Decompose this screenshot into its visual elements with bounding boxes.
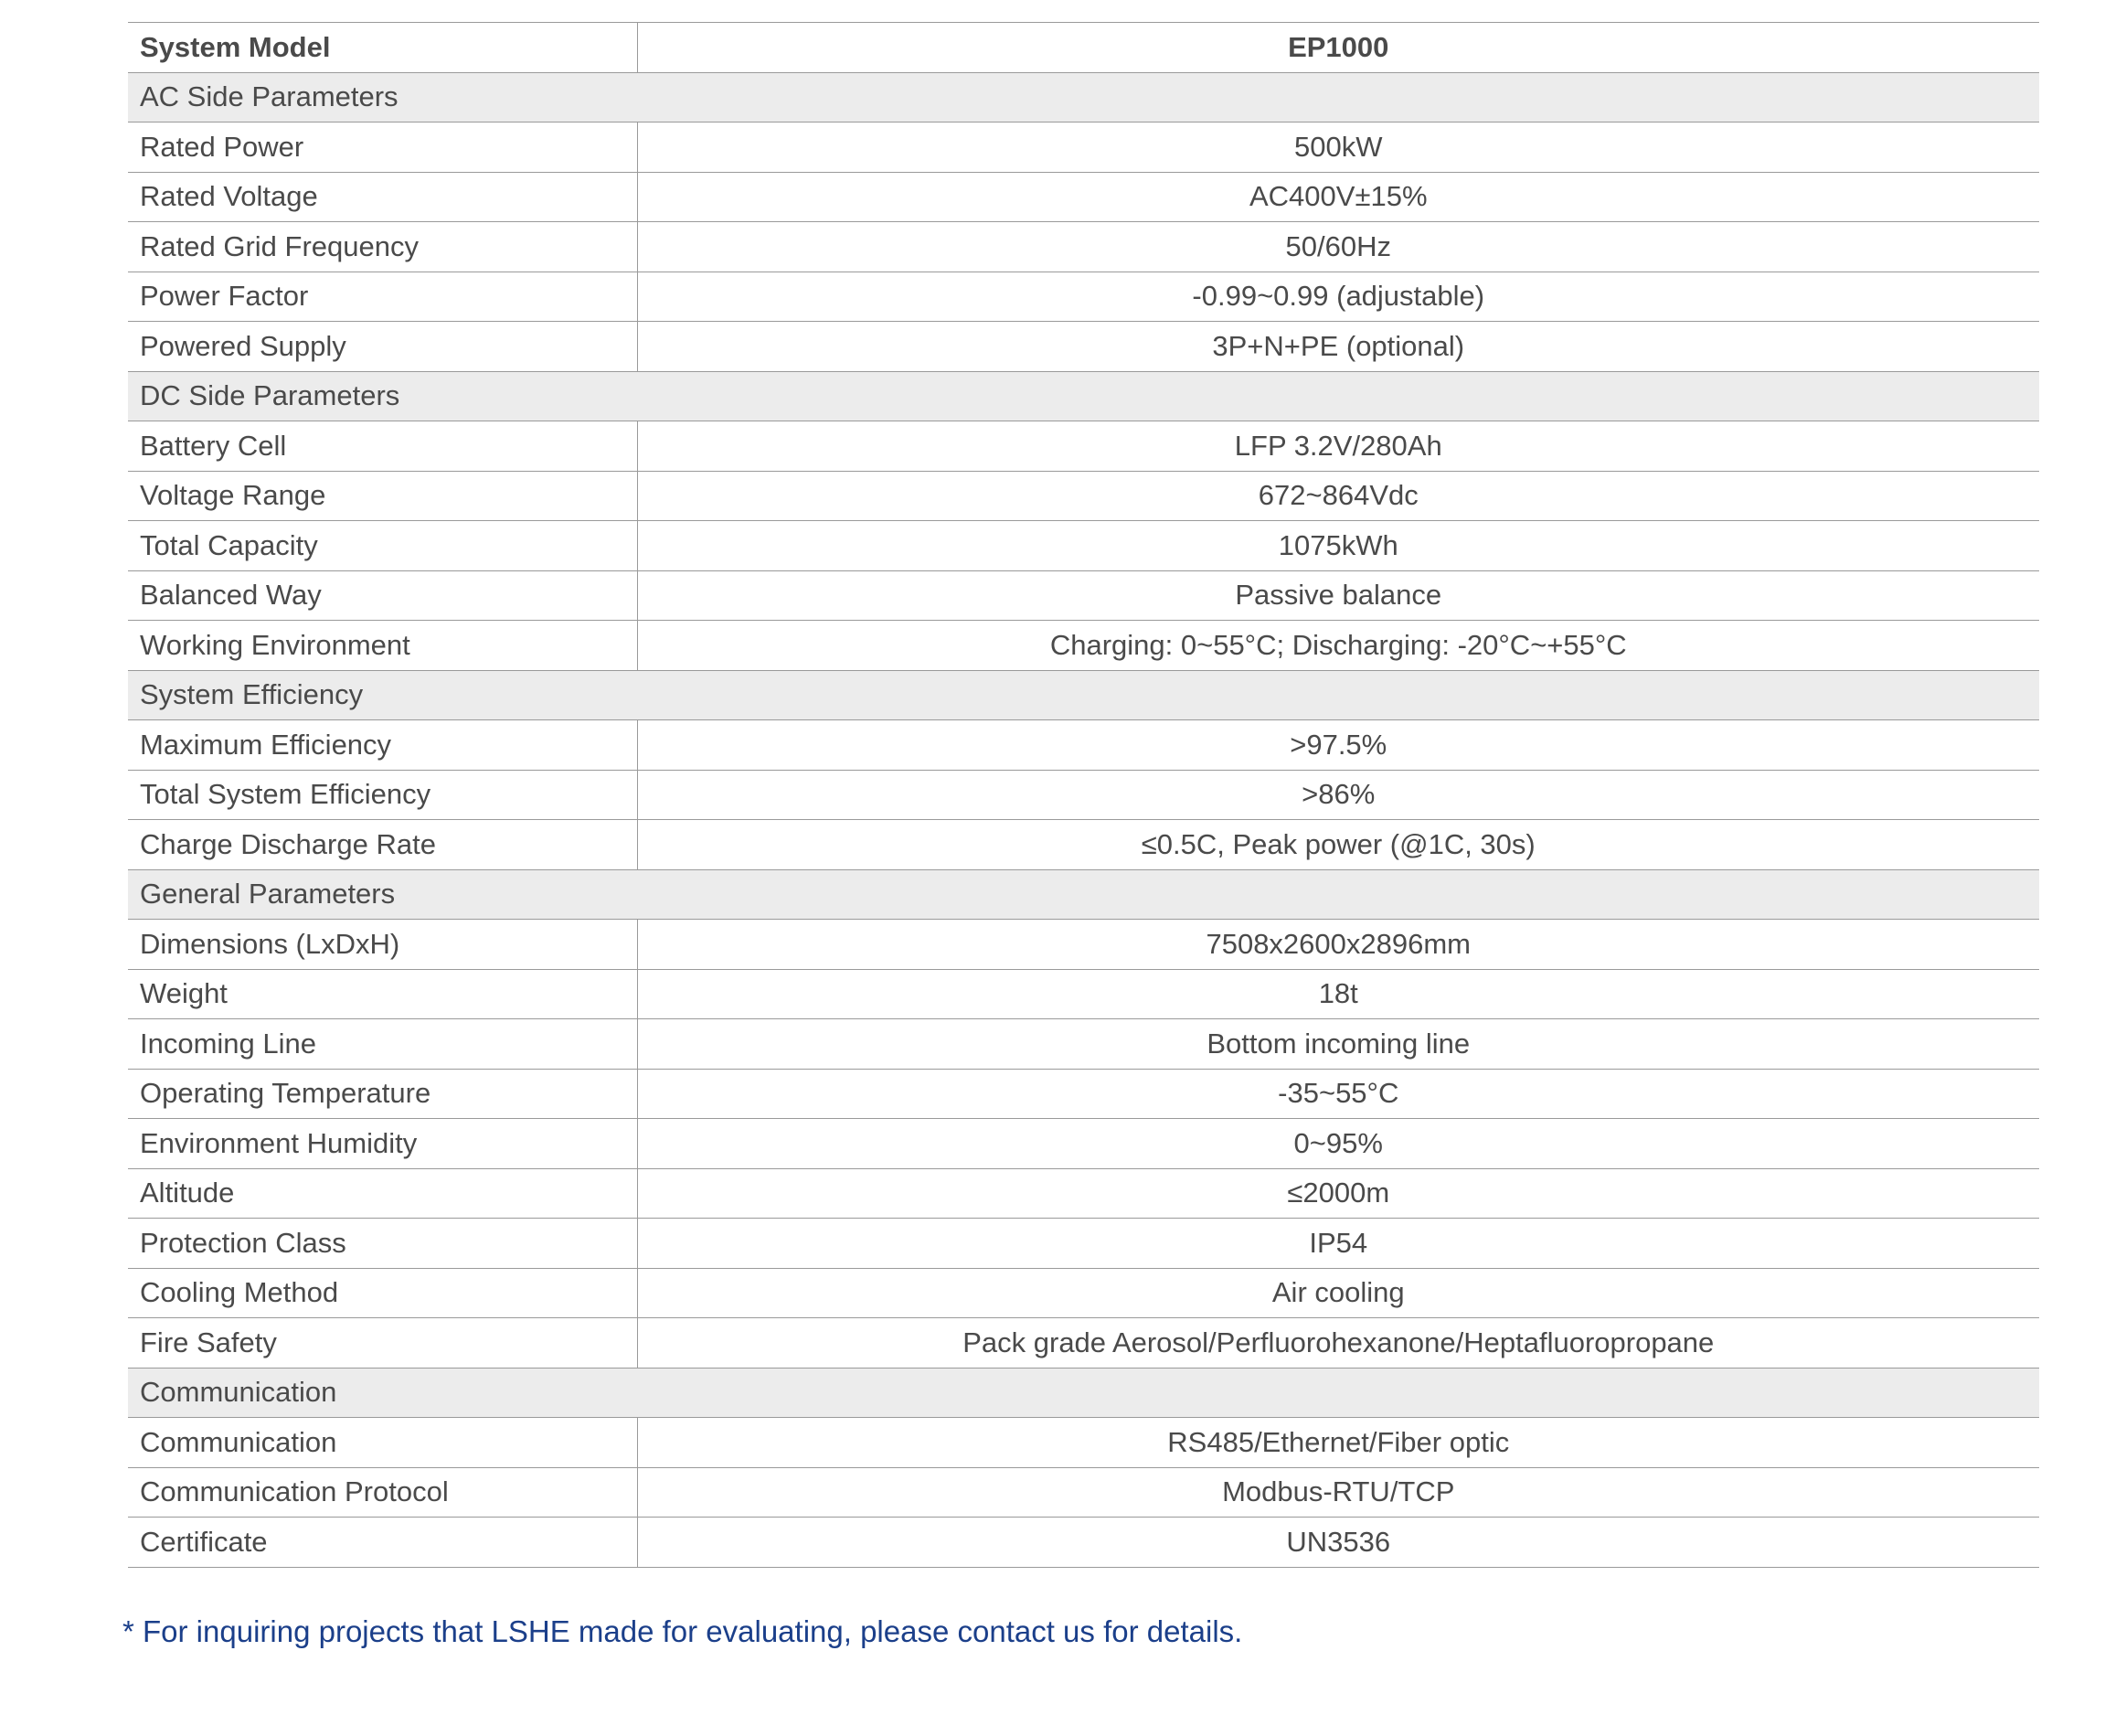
table-row (128, 172, 2039, 222)
parameter-label: Protection Class (128, 1219, 637, 1269)
parameter-value: 1075kWh (637, 521, 2039, 571)
parameter-label: Charge Discharge Rate (128, 820, 637, 870)
table-row (128, 521, 2039, 571)
table-row (128, 1069, 2039, 1119)
parameter-value: Air cooling (637, 1268, 2039, 1318)
spec-table (128, 22, 2039, 1568)
parameter-label: Working Environment (128, 621, 637, 671)
table-row (128, 720, 2039, 771)
table-row (128, 1168, 2039, 1219)
parameter-value: >86% (637, 770, 2039, 820)
spec-table-body (128, 23, 2039, 1568)
parameter-label: Maximum Efficiency (128, 720, 637, 771)
table-row (128, 1019, 2039, 1070)
parameter-label: Powered Supply (128, 322, 637, 372)
parameter-value: 0~95% (637, 1119, 2039, 1169)
section-title: AC Side Parameters (128, 72, 2039, 122)
parameter-label: Communication Protocol (128, 1467, 637, 1518)
parameter-label: Balanced Way (128, 570, 637, 621)
parameter-value: Pack grade Aerosol/Perfluorohexanone/Heptafluoropropane (637, 1318, 2039, 1369)
table-row (128, 322, 2039, 372)
parameter-value: >97.5% (637, 720, 2039, 771)
parameter-label: Total Capacity (128, 521, 637, 571)
parameter-value: -0.99~0.99 (adjustable) (637, 272, 2039, 322)
parameter-value: 50/60Hz (637, 222, 2039, 272)
section-header-row (128, 371, 2039, 421)
table-row (128, 421, 2039, 472)
section-header-row (128, 869, 2039, 920)
parameter-label: Operating Temperature (128, 1069, 637, 1119)
parameter-label: Power Factor (128, 272, 637, 322)
table-row (128, 471, 2039, 521)
table-row (128, 122, 2039, 173)
parameter-label: Rated Voltage (128, 172, 637, 222)
table-header-row (128, 23, 2039, 73)
parameter-label: Communication (128, 1418, 637, 1468)
table-row (128, 1219, 2039, 1269)
parameter-value: UN3536 (637, 1518, 2039, 1568)
table-row (128, 1467, 2039, 1518)
table-row (128, 621, 2039, 671)
parameter-value: 672~864Vdc (637, 471, 2039, 521)
table-row (128, 1119, 2039, 1169)
table-row (128, 570, 2039, 621)
table-row (128, 920, 2039, 970)
table-row (128, 222, 2039, 272)
parameter-value: RS485/Ethernet/Fiber optic (637, 1418, 2039, 1468)
parameter-value: 500kW (637, 122, 2039, 173)
parameter-value: Modbus-RTU/TCP (637, 1467, 2039, 1518)
table-row (128, 969, 2039, 1019)
parameter-value: 18t (637, 969, 2039, 1019)
parameter-label: Battery Cell (128, 421, 637, 472)
section-title: Communication (128, 1368, 2039, 1418)
parameter-label: Voltage Range (128, 471, 637, 521)
parameter-value: Bottom incoming line (637, 1019, 2039, 1070)
footnote: * For inquiring projects that LSHE made for evaluating, please contact us for details. (122, 1614, 1243, 1648)
parameter-value: LFP 3.2V/280Ah (637, 421, 2039, 472)
parameter-label: Certificate (128, 1518, 637, 1568)
parameter-label: Altitude (128, 1168, 637, 1219)
table-row (128, 1268, 2039, 1318)
parameter-value: 7508x2600x2896mm (637, 920, 2039, 970)
parameter-label: Fire Safety (128, 1318, 637, 1369)
parameter-value: ≤0.5C, Peak power (@1C, 30s) (637, 820, 2039, 870)
parameter-value: Passive balance (637, 570, 2039, 621)
parameter-label: Dimensions (LxDxH) (128, 920, 637, 970)
parameter-value: -35~55°C (637, 1069, 2039, 1119)
parameter-label: Weight (128, 969, 637, 1019)
system-model-value: EP1000 (637, 23, 2039, 73)
section-title: System Efficiency (128, 670, 2039, 720)
table-row (128, 770, 2039, 820)
parameter-label: Cooling Method (128, 1268, 637, 1318)
parameter-value: AC400V±15% (637, 172, 2039, 222)
system-model-label: System Model (128, 23, 637, 73)
table-row (128, 1318, 2039, 1369)
parameter-label: Environment Humidity (128, 1119, 637, 1169)
section-header-row (128, 1368, 2039, 1418)
table-row (128, 820, 2039, 870)
table-row (128, 1518, 2039, 1568)
parameter-label: Rated Power (128, 122, 637, 173)
section-title: DC Side Parameters (128, 371, 2039, 421)
parameter-label: Rated Grid Frequency (128, 222, 637, 272)
section-header-row (128, 670, 2039, 720)
parameter-value: Charging: 0~55°C; Discharging: -20°C~+55°C (637, 621, 2039, 671)
table-row (128, 272, 2039, 322)
parameter-value: ≤2000m (637, 1168, 2039, 1219)
table-row (128, 1418, 2039, 1468)
parameter-label: Total System Efficiency (128, 770, 637, 820)
parameter-value: 3P+N+PE (optional) (637, 322, 2039, 372)
parameter-value: IP54 (637, 1219, 2039, 1269)
section-title: General Parameters (128, 869, 2039, 920)
parameter-label: Incoming Line (128, 1019, 637, 1070)
section-header-row (128, 72, 2039, 122)
